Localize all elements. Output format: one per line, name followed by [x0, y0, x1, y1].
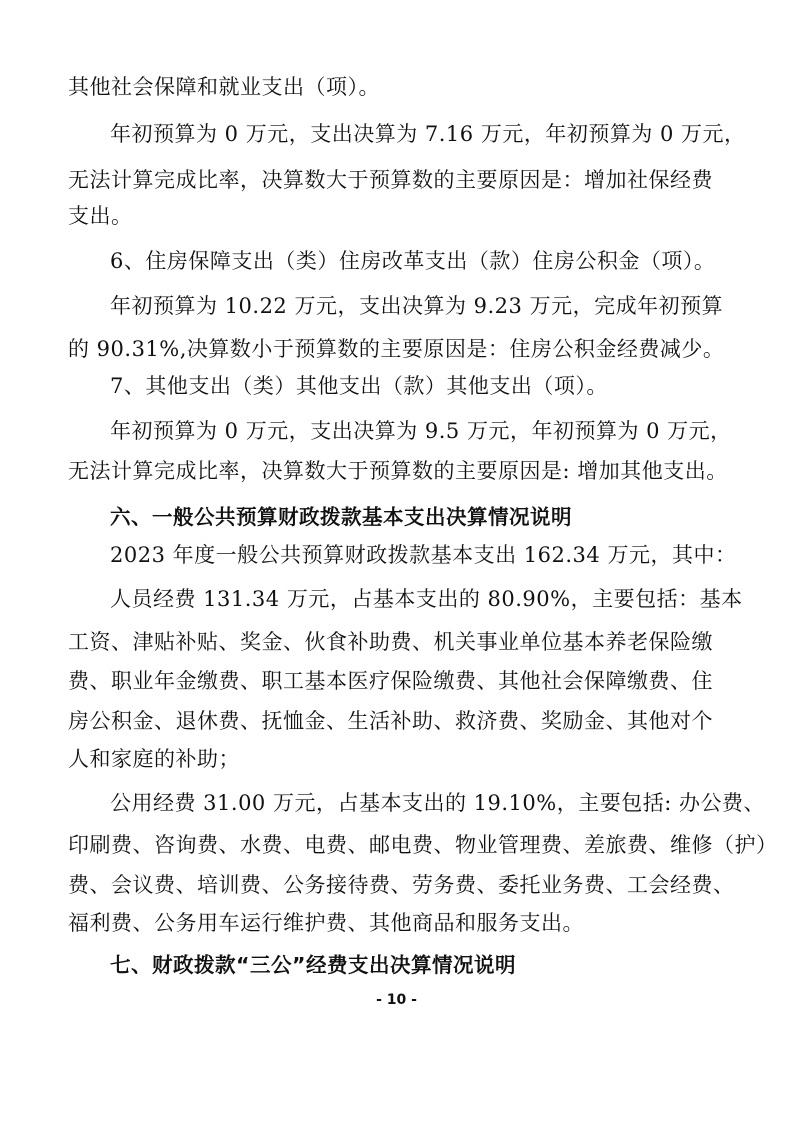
- section-heading-7: 七、财政拨款“三公”经费支出决算情况说明: [110, 953, 516, 977]
- body-line-16: 房公积金、退休费、抚恤金、生活补助、救济费、奖励金、其他对个: [68, 709, 713, 733]
- body-line-13: 人员经费 131.34 万元，占基本支出的 80.90%，主要包括：基本: [110, 587, 743, 611]
- body-line-6: 年初预算为 10.22 万元，支出决算为 9.23 万元，完成年初预算: [110, 294, 724, 318]
- body-line-10: 无法计算完成比率，决算数大于预算数的主要原因是: 增加其他支出。: [68, 459, 728, 483]
- body-line-1: 其他社会保障和就业支出（项）。: [68, 75, 380, 99]
- body-line-21: 福利费、公务用车运行维护费、其他商品和服务支出。: [68, 911, 584, 935]
- body-line-9: 年初预算为 0 万元，支出决算为 9.5 万元，年初预算为 0 万元，: [110, 419, 732, 443]
- body-line-19: 印刷费、咨询费、水费、电费、邮电费、物业管理费、差旅费、维修（护）: [68, 833, 778, 857]
- body-line-3: 无法计算完成比率，决算数大于预算数的主要原因是：增加社保经费: [68, 168, 713, 192]
- body-line-18: 公用经费 31.00 万元，占基本支出的 19.10%，主要包括: 办公费、: [110, 791, 765, 815]
- body-line-20: 费、会议费、培训费、公务接待费、劳务费、委托业务费、工会经费、: [68, 873, 735, 897]
- section-item-6: 6、住房保障支出（类）住房改革支出（款）住房公积金（项）。: [110, 249, 716, 273]
- page-number: - 10 -: [376, 992, 417, 1008]
- body-line-15: 费、职业年金缴费、职工基本医疗保险缴费、其他社会保障缴费、住: [68, 669, 713, 693]
- body-line-7: 的 90.31%,决算数小于预算数的主要原因是：住房公积金经费减少。: [68, 337, 725, 361]
- section-heading-6: 六、一般公共预算财政拨款基本支出决算情况说明: [110, 505, 572, 529]
- body-line-12: 2023 年度一般公共预算财政拨款基本支出 162.34 万元，其中：: [110, 543, 737, 567]
- section-item-7: 7、其他支出（类）其他支出（款）其他支出（项）。: [110, 374, 608, 398]
- body-line-17: 人和家庭的补助；: [68, 747, 240, 771]
- body-line-14: 工资、津贴补贴、奖金、伙食补助费、机关事业单位基本养老保险缴: [68, 630, 713, 654]
- body-line-2: 年初预算为 0 万元，支出决算为 7.16 万元，年初预算为 0 万元，: [110, 122, 746, 146]
- body-line-4: 支出。: [68, 204, 133, 228]
